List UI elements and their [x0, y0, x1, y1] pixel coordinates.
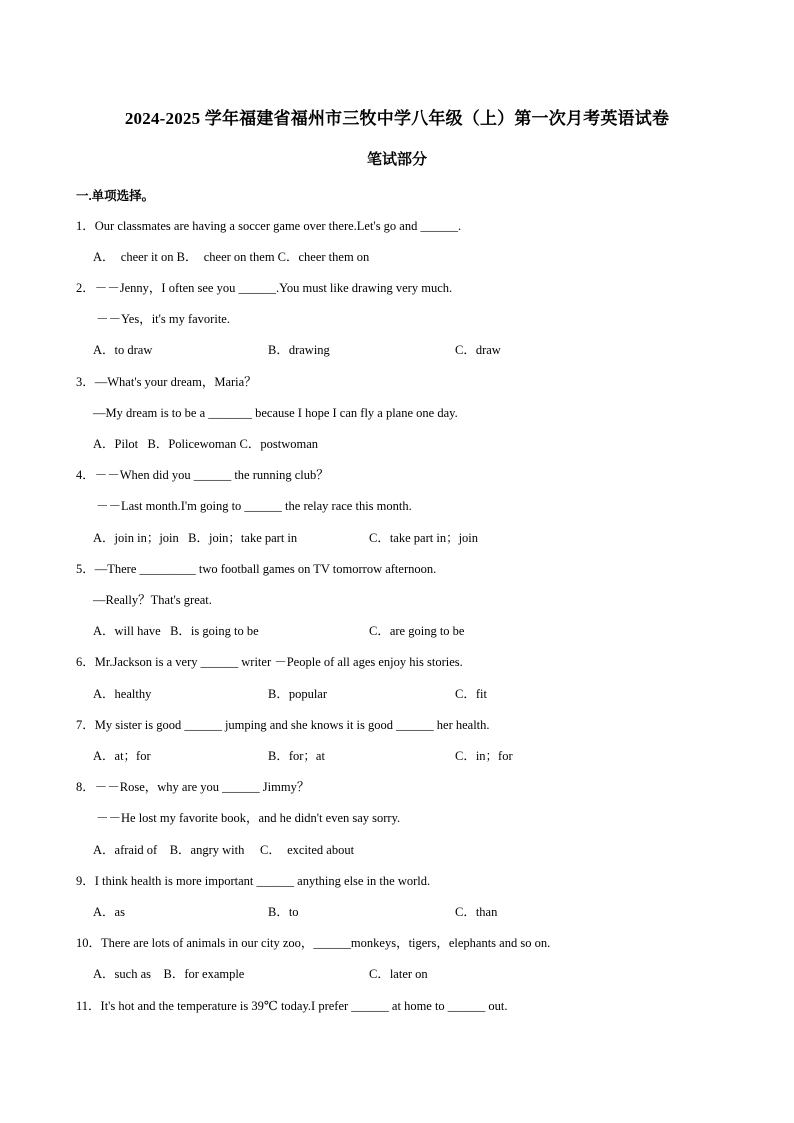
section-heading: 一.单项选择。: [76, 189, 155, 203]
question-stem: 1．Our classmates are having a soccer game over there.Let's go and ______.: [76, 219, 462, 233]
option-a-b: A．will have B．is going to be: [93, 624, 259, 638]
question-reply: －－He lost my favorite book，and he didn't even say sorry.: [96, 811, 401, 825]
option-b: B．for；at: [268, 749, 325, 763]
page-subtitle: 笔试部分: [366, 152, 427, 168]
question-options: A． cheer it on B． cheer on them C．cheer them on: [93, 250, 370, 264]
question-stem: 9．I think health is more important ______ anything else in the world.: [76, 874, 431, 888]
question-reply: —Really？That's great.: [93, 593, 212, 607]
question-stem: 4．－－When did you ______ the running club？: [76, 468, 329, 482]
option-b: B．popular: [268, 687, 328, 701]
option-a: A．to draw: [93, 343, 153, 357]
option-c: C．fit: [455, 687, 487, 701]
question-stem: 10．There are lots of animals in our city zoo，______monkeys，tigers，elephants and so on.: [76, 936, 551, 950]
option-c: C．take part in；join: [369, 531, 479, 545]
question-reply: －－Last month.I'm going to ______ the relay race this month.: [96, 499, 412, 513]
question-stem: 2．－－Jenny，I often see you ______.You must like drawing very much.: [76, 281, 453, 295]
question-stem: 3．—What's your dream，Maria？: [76, 375, 257, 389]
question-stem: 7．My sister is good ______ jumping and she knows it is good ______ her health.: [76, 718, 490, 732]
question-stem: 6．Mr.Jackson is a very ______ writer －People of all ages enjoy his stories.: [76, 655, 463, 669]
option-c: C．draw: [455, 343, 501, 357]
option-a: A．as: [93, 905, 125, 919]
option-c: C．in；for: [455, 749, 513, 763]
option-c: C．are going to be: [369, 624, 465, 638]
option-b: B．to: [268, 905, 299, 919]
option-a-b: A．such as B．for example: [93, 967, 245, 981]
question-options: A．Pilot B．Policewoman C．postwoman: [93, 437, 319, 451]
question-stem: 8．－－Rose，why are you ______ Jimmy？: [76, 780, 310, 794]
option-a: A．healthy: [93, 687, 152, 701]
question-options: A．afraid of B．angry with C． excited about: [93, 843, 355, 857]
question-stem: 11．It's hot and the temperature is 39℃ today.I prefer ______ at home to ______ out.: [76, 999, 508, 1013]
option-c: C．later on: [369, 967, 428, 981]
question-reply: －－Yes，it's my favorite.: [96, 312, 230, 326]
option-c: C．than: [455, 905, 498, 919]
page-title: 2024-2025 学年福建省福州市三牧中学八年级（上）第一次月考英语试卷: [124, 109, 670, 128]
option-a: A．at；for: [93, 749, 151, 763]
option-a-b: A．join in；join B．join；take part in: [93, 531, 298, 545]
option-b: B．drawing: [268, 343, 330, 357]
question-reply: —My dream is to be a _______ because I hope I can fly a plane one day.: [93, 406, 458, 420]
question-stem: 5．—There _________ two football games on TV tomorrow afternoon.: [76, 562, 437, 576]
